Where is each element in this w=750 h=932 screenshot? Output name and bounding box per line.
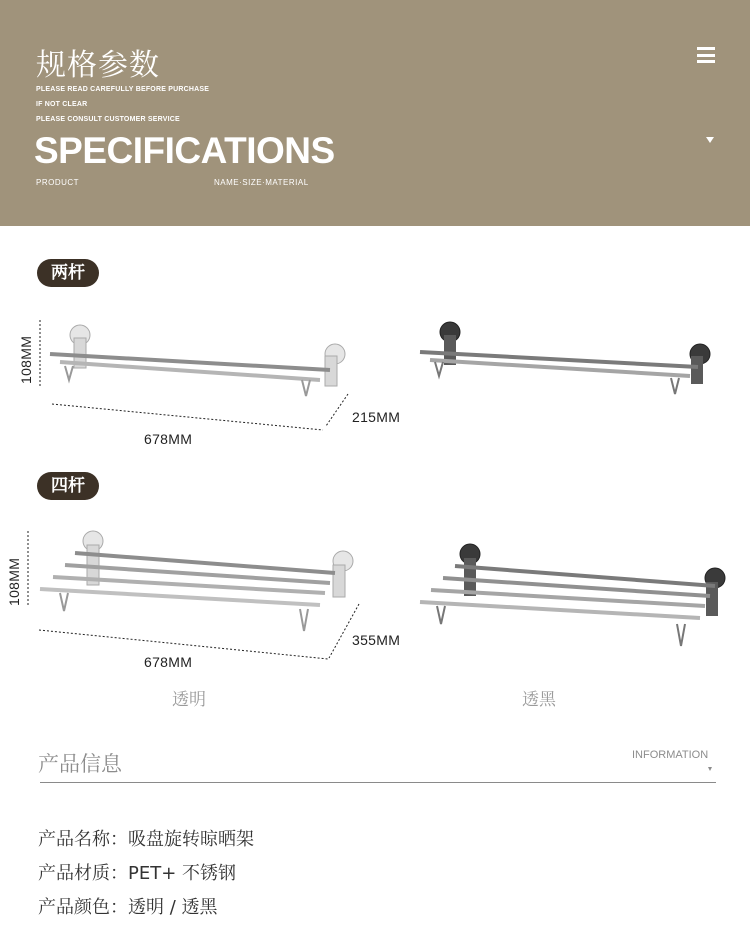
section-pill-two-bar: 两杆 bbox=[37, 259, 99, 287]
width-dim-label: 678MM bbox=[144, 654, 193, 670]
header-banner bbox=[0, 0, 750, 226]
depth-dim-label: 215MM bbox=[352, 409, 401, 425]
header-note: PLEASE CONSULT CUSTOMER SERVICE bbox=[36, 116, 180, 123]
spec-product-material: 产品材质：PET+ 不锈钢 bbox=[38, 863, 237, 884]
info-title-en: INFORMATION bbox=[632, 749, 709, 761]
header-note: IF NOT CLEAR bbox=[36, 101, 88, 108]
caret-down-icon bbox=[708, 767, 712, 771]
variant-label-clear: 透明 bbox=[172, 690, 206, 710]
depth-dim-line bbox=[320, 390, 355, 430]
page-title-cn: 规格参数 bbox=[36, 48, 160, 83]
triangle-down-icon[interactable] bbox=[706, 137, 714, 143]
height-dim-label: 108MM bbox=[18, 335, 34, 384]
variant-label-black: 透黑 bbox=[522, 690, 556, 710]
spec-product-color: 产品颜色：透明 / 透黑 bbox=[38, 897, 218, 918]
header-note: PLEASE READ CAREFULLY BEFORE PURCHASE bbox=[36, 86, 210, 93]
menu-icon[interactable] bbox=[697, 47, 715, 63]
header-sub-left: PRODUCT bbox=[36, 178, 80, 187]
section-pill-four-bar: 四杆 bbox=[37, 472, 99, 500]
width-dim-label: 678MM bbox=[144, 431, 193, 447]
rack-four-bar-black-image bbox=[415, 540, 730, 660]
divider bbox=[40, 782, 716, 783]
page-title-en: SPECIFICATIONS bbox=[34, 130, 335, 171]
rack-two-bar-clear-image bbox=[30, 310, 350, 440]
info-title: 产品信息 bbox=[38, 752, 122, 776]
depth-dim-label: 355MM bbox=[352, 632, 401, 648]
rack-two-bar-black-image bbox=[415, 312, 720, 412]
spec-product-name: 产品名称：吸盘旋转晾晒架 bbox=[38, 829, 254, 850]
depth-dim-line bbox=[325, 600, 365, 662]
header-sub-right: NAME·SIZE·MATERIAL bbox=[214, 178, 309, 187]
height-dim-label: 108MM bbox=[6, 557, 22, 606]
rack-four-bar-clear-image bbox=[25, 525, 365, 665]
